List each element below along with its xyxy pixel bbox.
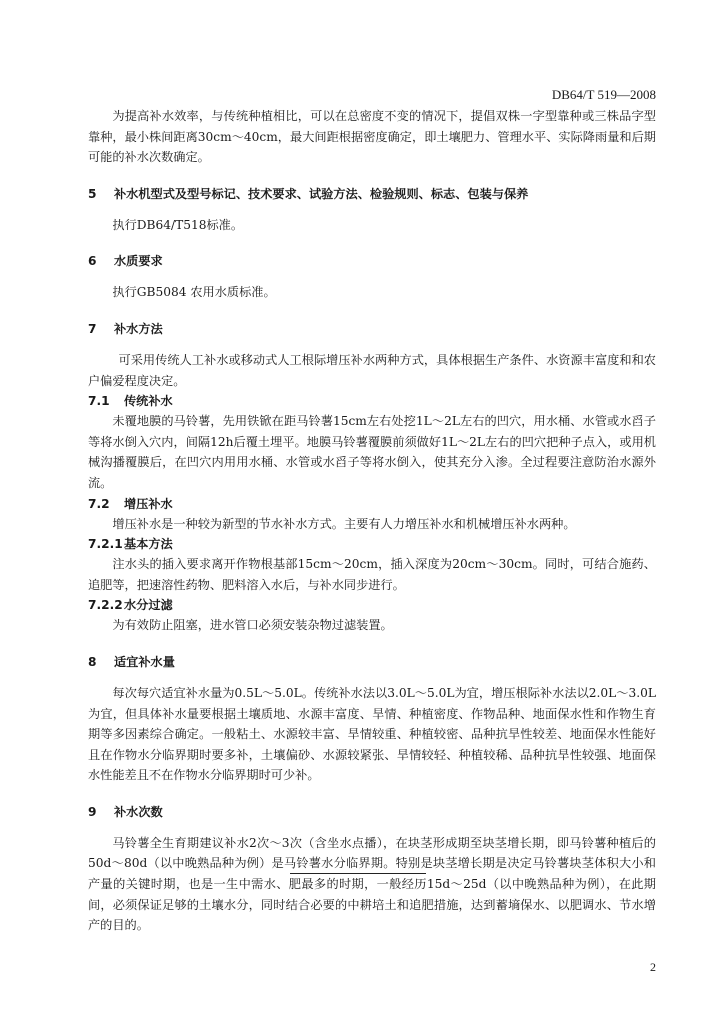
section-7-text: 可采用传统人工补水或移动式人工根际增压补水两种方式，具体根据生产条件、水资源丰富度和和农户偏爱程度决定。 <box>88 352 656 388</box>
section-number: 7 <box>88 321 97 336</box>
standard-number: DB64/T 519—2008 <box>551 87 656 102</box>
section-number: 8 <box>88 654 97 669</box>
section-7-2-heading <box>88 494 656 514</box>
section-6-text: 执行GB5084 农用水质标准。 <box>112 285 276 300</box>
page-number: 2 <box>650 960 656 974</box>
section-9-heading <box>88 802 656 822</box>
section-7-2-2-heading <box>88 595 656 615</box>
section-number: 5 <box>88 186 97 201</box>
section-title: 水分过滤 <box>124 598 173 613</box>
section-9-text: 马铃薯全生育期建议补水2次～3次（含坐水点播），在块茎形成期至块茎增长期，即马铃薯种植后的50d～80d（以中晚熟品种为例）是马铃薯水分临界期。特别是块茎增长期是决定马铃薯块茎体积大小和产量的关键时期，也是一生中需水、肥最多的时期，一般经历15d～25d（以中晚熟品种为例），在此期间，必须保证足够的土壤水分，同时结合必要的中耕培土和追肥措施，达到蓄墒保水、以肥调水、节水增产的目的。 <box>88 835 656 933</box>
section-5-heading <box>88 184 656 204</box>
section-title: 基本方法 <box>124 537 173 552</box>
section-number: 9 <box>88 804 97 819</box>
section-7-1-text: 未覆地膜的马铃薯，先用铁锨在距马铃薯15cm左右处挖1L～2L左右的凹穴，用水桶、水管或水舀子等将水倒入穴内，间隔12h后覆土埋平。地膜马铃薯覆膜前须做好1L～2L左右的凹穴把种子点入，或用机械沟播覆膜后，在凹穴内用用水桶、水管或水舀子等将水倒入，使其充分入渗。全过程要注意防治水源外流。 <box>88 414 656 490</box>
end-rule <box>290 873 426 874</box>
section-title: 水质要求 <box>114 254 163 269</box>
section-7-2-2-text: 为有效防止阻塞，进水管口必须安装杂物过滤装置。 <box>112 618 393 633</box>
section-title: 补水次数 <box>114 804 163 819</box>
section-8-heading <box>88 652 656 672</box>
section-7-heading <box>88 319 656 339</box>
section-7-2-1-heading <box>88 534 656 554</box>
section-title: 补水机型式及型号标记、技术要求、试验方法、检验规则、标志、包装与保养 <box>114 186 529 201</box>
section-8-text: 每次每穴适宜补水量为0.5L～5.0L。传统补水法以3.0L～5.0L为宜，增压根际补水法以2.0L～3.0L为宜，但具体补水量要根据土壤质地、水源丰富度、旱情、种植密度、作物品种、地面保水性和作物生育期等多因素综合确定。一般粘土、水源较丰富、旱情较重、种植较密、品种抗旱性较差、地面保水性能好且在作物水分临界期时要多补，土壤偏砂、水源较紧张、旱情较轻、种植较稀、品种抗旱性较强、地面保水性能差且不在作物水分临界期时可少补。 <box>88 685 656 783</box>
intro-paragraph: 为提高补水效率，与传统种植相比，可以在总密度不变的情况下，提倡双株一字型靠种或三株品字型靠种，最小株间距离30cm～40cm，最大间距根据密度确定，即土壤肥力、管理水平、实际降雨量和后期可能的补水次数确定。 <box>88 109 656 165</box>
section-number: 7.1 <box>88 394 110 409</box>
section-7-2-text: 增压补水是一种较为新型的节水补水方式。主要有人力增压补水和机械增压补水两种。 <box>112 516 576 531</box>
section-title: 增压补水 <box>124 496 173 511</box>
section-number: 7.2.2 <box>88 598 123 613</box>
section-title: 适宜补水量 <box>114 654 175 669</box>
section-number: 7.2 <box>88 496 110 511</box>
section-number: 6 <box>88 254 97 269</box>
document-body <box>88 106 656 936</box>
section-5-text: 执行DB64/T518标准。 <box>112 217 244 232</box>
section-title: 补水方法 <box>114 321 163 336</box>
section-7-2-1-text: 注水头的插入要求离开作物根基部15cm～20cm，插入深度为20cm～30cm。同时，可结合施药、追肥等，把速溶性药物、肥料溶入水后，与补水同步进行。 <box>88 557 656 592</box>
section-number: 7.2.1 <box>88 537 123 552</box>
section-6-heading <box>88 251 656 271</box>
section-7-1-heading <box>88 391 656 411</box>
section-title: 传统补水 <box>124 394 173 409</box>
